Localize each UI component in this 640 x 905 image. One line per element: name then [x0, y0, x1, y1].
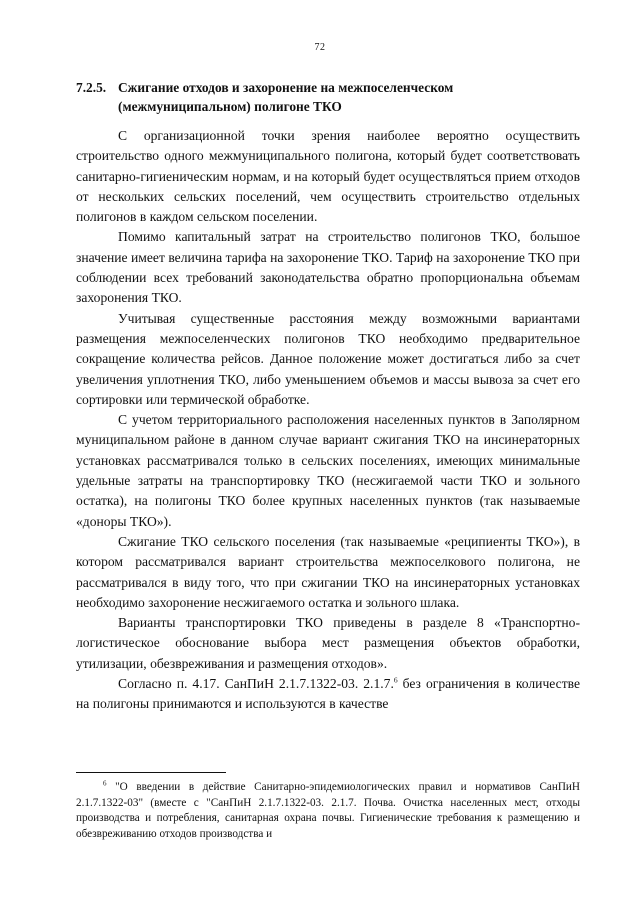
footnote-reference[interactable]: 6 — [393, 675, 398, 685]
paragraph: С учетом территориального расположения населенных пунктов в Заполярном муниципальном районе в данном случае вариант сжигания ТКО на инсинераторных установках рассматривался только в сельских поселениях, имеющих минимальные удельные затраты на транспортировку ТКО (несжигаемой части ТКО и зольного остатка), на полигоны ТКО более крупных населенных пунктов (так называемые «доноры ТКО»). — [76, 412, 580, 529]
paragraph: Помимо капитальный затрат на строительство полигонов ТКО, большое значение имеет величина тарифа на захоронение ТКО. Тариф на захоронение ТКО при соблюдении всех требований законодательства обратно пропорциональна объемам захоронения ТКО. — [76, 229, 580, 306]
paragraph: Учитывая существенные расстояния между возможными вариантами размещения межпоселенческих полигонов ТКО необходимо предварительное сокращение количества рейсов. Данное положение может достигаться либо за счет увеличения уплотнения ТКО, либо уменьшением объемов и массы вывоза за счет его сортировки или термической обработке. — [76, 310, 580, 407]
section-title-line-2: (межмуниципальном) полигоне ТКО — [118, 99, 342, 114]
footnote-marker: 6 — [103, 779, 107, 788]
paragraph: Сжигание ТКО сельского поселения (так называемые «реципиенты ТКО»), в котором рассматривался вариант строительства межпоселкового полигона, не рассматривался в виду того, что при сжигании ТКО на инсинераторных установках необходимо захоронение несжигаемого остатка и зольного шлака. — [76, 533, 580, 610]
section-number: 7.2.5. — [76, 80, 107, 95]
paragraph-text: без ограничения в количестве на полигоны принимаются и используются в качестве — [76, 676, 581, 712]
paragraph-text: Согласно п. 4.17. СанПиН 2.1.7.1322-03. 2.1.7. — [118, 676, 394, 692]
paragraph-with-footnote-ref — [76, 674, 580, 715]
page-number: 72 — [314, 42, 326, 53]
section-heading — [76, 78, 580, 116]
document-body — [76, 78, 580, 715]
paragraph: С организационной точки зрения наиболее вероятно осуществить строительство одного межмуниципального полигона, который будет соответствовать санитарно-гигиеническим нормам, и на который будет осуществляться прием отходов от нескольких сельских поселений, чем осуществить строительство отдельных полигонов в каждом сельском поселении. — [76, 128, 580, 225]
paragraph: Варианты транспортировки ТКО приведены в разделе 8 «Транспортно-логистическое обоснование выбора мест размещения объектов обработки, утилизации, обезвреживания и размещения отходов». — [76, 615, 580, 671]
footnote — [76, 780, 580, 842]
section-title-line-1: Сжигание отходов и захоронение на межпоселенческом — [118, 80, 454, 95]
footnote-separator — [76, 772, 226, 773]
footnote-text: "О введении в действие Санитарно-эпидемиологических правил и нормативов СанПиН 2.1.7.1322-03" (вместе с "СанПиН 2.1.7.1322-03. 2.1.7. Почва. Очистка населенных мест, отходы производства и потребления, санитарная охрана почвы. Гигиенические требования к размещению и обезвреживанию отходов производства и — [76, 781, 580, 840]
